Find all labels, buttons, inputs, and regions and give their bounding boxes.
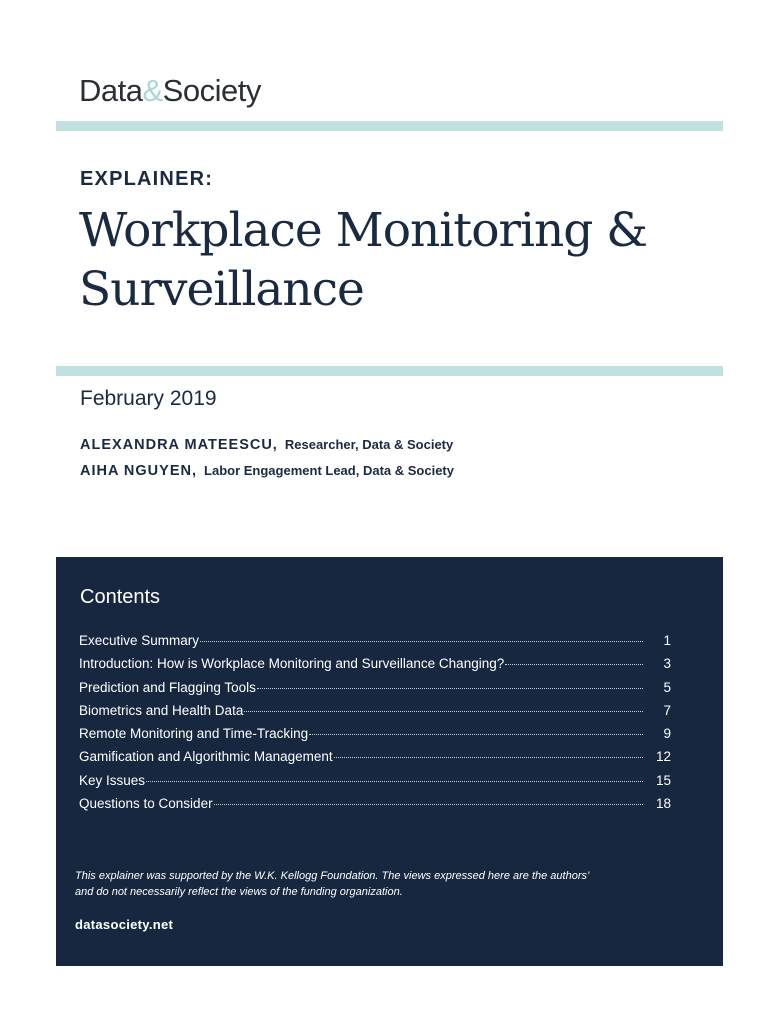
toc-leader (505, 664, 643, 665)
contents-heading: Contents (80, 586, 161, 608)
middle-divider (56, 366, 723, 376)
toc-leader (334, 757, 643, 758)
toc-label: Executive Summary (79, 633, 200, 648)
toc-label: Gamification and Algorithmic Management (79, 749, 333, 765)
toc-page: 1 (663, 633, 671, 648)
toc-item-remote-monitoring[interactable] (79, 726, 671, 749)
author-1-name: ALEXANDRA MATEESCU, (80, 437, 278, 453)
toc-item-introduction[interactable] (79, 656, 671, 679)
toc-item-gamification[interactable] (79, 749, 671, 772)
title-line-1: Workplace Monitoring & (79, 203, 648, 258)
toc-item-questions[interactable] (79, 796, 671, 819)
toc-label: Questions to Consider (79, 796, 213, 812)
data-society-logo (79, 73, 261, 109)
toc-leader (200, 641, 643, 642)
toc-page: 9 (663, 726, 671, 742)
toc-page: 3 (663, 656, 671, 672)
toc-page: 15 (655, 772, 671, 788)
explainer-kicker: EXPLAINER: (80, 168, 214, 190)
publication-date: February 2019 (80, 387, 217, 410)
logo-society-text: Society (162, 73, 261, 108)
author-2-role: Labor Engagement Lead, Data & Society (204, 463, 454, 478)
toc-leader (244, 711, 643, 712)
toc-leader (257, 688, 643, 689)
title-line-2: Surveillance (79, 262, 364, 317)
toc-leader (214, 804, 643, 805)
author-2-name: AIHA NGUYEN, (80, 463, 197, 479)
toc-page: 7 (663, 702, 671, 718)
logo-ampersand: & (142, 73, 163, 108)
funding-note-line-2: and do not necessarily reflect the views of the funding organization. (75, 886, 403, 898)
toc-label: Prediction and Flagging Tools (79, 679, 256, 695)
contents-panel (56, 557, 723, 966)
toc-item-key-issues[interactable] (79, 773, 671, 796)
funding-note (75, 868, 635, 900)
toc-item-prediction-flagging[interactable] (79, 680, 671, 703)
top-divider (56, 121, 723, 131)
toc-item-biometrics[interactable] (79, 703, 671, 726)
author-1-role: Researcher, Data & Society (284, 437, 454, 452)
report-title (79, 201, 699, 319)
logo-data-text: Data (79, 73, 143, 108)
website-link[interactable]: datasociety.net (75, 917, 174, 932)
toc-item-executive-summary[interactable] (79, 633, 671, 656)
toc-page: 12 (655, 749, 671, 765)
toc-label: Key Issues (79, 772, 146, 788)
table-of-contents (79, 633, 671, 819)
toc-label: Biometrics and Health Data (79, 702, 244, 718)
author-2 (80, 463, 454, 479)
toc-leader (309, 734, 643, 735)
toc-leader (146, 781, 643, 782)
toc-page: 18 (655, 796, 671, 812)
author-1 (80, 437, 453, 453)
toc-label: Remote Monitoring and Time-Tracking (79, 726, 309, 742)
toc-page: 5 (663, 679, 671, 695)
funding-note-line-1: This explainer was supported by the W.K. Kellogg Foundation. The views expressed here are the authors’ (75, 870, 590, 882)
toc-label: Introduction: How is Workplace Monitoring and Surveillance Changing? (79, 656, 505, 672)
